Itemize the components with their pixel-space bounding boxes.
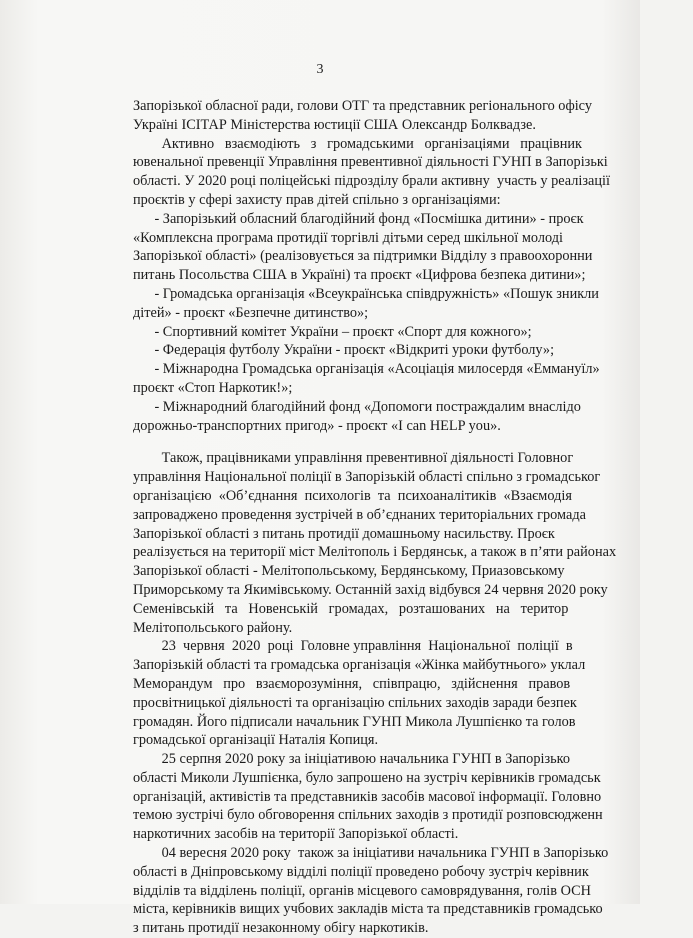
text-line: управління Національної поліції в Запорізькій області спільно з громадськог — [133, 469, 601, 486]
text-line: Меморандум про взаєморозуміння, співпрацю, здійснення правов — [133, 675, 571, 692]
text-line: - Громадська організація «Всеукраїнська співдружність» «Пошук зникли — [133, 285, 599, 302]
text-line: темою зустрічі було обговорення спільних заходів з протидії розповсюдженн — [133, 807, 603, 824]
text-line: дорожньо-транспортних пригод» - проєкт «I can HELP you». — [133, 417, 501, 434]
text-line: 23 червня 2020 році Головне управління Національної поліції в — [133, 638, 573, 655]
text-line: Запорізькій області та громадська організація «Жінка майбутнього» уклал — [133, 657, 586, 674]
text-line: міста, керівників вищих учбових закладів міста та представників громадсько — [133, 901, 603, 918]
text-line: Запорізької області - Мелітопольському, Бердянському, Приазовському — [133, 563, 565, 580]
text-line: - Міжнародна Громадська організація «Асоціація милосердя «Еммануїл» — [133, 361, 600, 378]
text-line: Запорізької обласної ради, голови ОТГ та представник регіонального офісу — [133, 98, 592, 114]
text-line: реалізується на території міст Мелітополь і Бердянськ, а також в п’яти районах — [133, 544, 617, 561]
text-line: 04 вересня 2020 року також за ініціативи начальника ГУНП в Запорізько — [133, 845, 609, 862]
text-line: Запорізької області з питань протидії домашньому насильству. Проєк — [133, 525, 555, 542]
text-line: - Міжнародний благодійний фонд «Допомоги постраждалим внаслідо — [133, 398, 581, 415]
text-line: дітей» - проєкт «Безпечне дитинство»; — [133, 304, 369, 321]
text-line: Мелітопольського району. — [133, 619, 293, 636]
paragraph-gap — [133, 435, 693, 449]
text-line: - Спортивний комітет України – проєкт «Спорт для кожного»; — [133, 323, 532, 340]
text-line: питань Посольства США в Україні) та проєкт «Цифрова безпека дитини»; — [133, 267, 586, 284]
text-line: організацій, активістів та представників засобів масової інформації. Головно — [133, 788, 602, 805]
text-line: - Запорізький обласний благодійний фонд «Посмішка дитини» - проєк — [133, 210, 584, 227]
text-line: відділів та відділень поліції, органів місцевого самоврядування, голів ОСН — [133, 882, 591, 899]
text-line: Приморському та Якимівському. Останній захід відбувся 24 червня 2020 року — [133, 581, 608, 598]
text-line: області Миколи Лушпієнка, було запрошено на зустріч керівників громадськ — [133, 769, 601, 786]
text-line: з питань протидії незаконному обігу наркотиків. — [133, 920, 429, 937]
text-line: «Комплексна програма протидії торгівлі дітьми серед шкільної молоді — [133, 229, 563, 246]
text-line: громадської організації Наталія Копиця. — [133, 732, 379, 749]
text-line: Активно взаємодіють з громадськими організаціями працівник — [133, 135, 582, 152]
text-line: Запорізької області» (реалізовується за підтримки Відділу з правоохоронни — [133, 248, 593, 265]
text-line: Також, працівниками управління превентивної діяльності Головног — [133, 450, 574, 467]
text-line: проєкт «Стоп Наркотик!»; — [133, 379, 293, 396]
text-line: області в Дніпровському відділі поліції проведено робочу зустріч керівник — [133, 863, 589, 880]
text-line: організацією «Об’єднання психологів та психоаналітиків «Взаємодія — [133, 487, 572, 504]
page-number: 3 — [316, 62, 324, 77]
text-line: Семенівській та Новенській громадах, розташованих на територ — [133, 600, 569, 617]
text-line: 25 серпня 2020 року за ініціативою начальника ГУНП в Запорізько — [133, 751, 570, 768]
text-line: - Федерація футболу України - проєкт «Відкриті уроки футболу»; — [133, 342, 555, 359]
text-line: запроваджено проведення зустрічей в об’єднаних територіальних громада — [133, 506, 586, 523]
text-line: проєктів у сфері захисту прав дітей спільно з організаціями: — [133, 191, 501, 208]
text-line: наркотичних засобів на території Запорізької області. — [133, 826, 459, 843]
text-line: Україні ІСІТАР Міністерства юстиції США Олександр Болквадзе. — [133, 116, 536, 133]
document-body — [133, 97, 693, 938]
text-line: ювенальної превенції Управління превентивної діяльності ГУНП в Запорізькі — [133, 154, 608, 171]
text-line: просвітницької діяльності та організацію спільних заходів заради безпек — [133, 694, 577, 711]
text-line: області. У 2020 році поліцейські підрозділу брали активну участь у реалізації — [133, 173, 610, 190]
text-line: громадян. Його підписали начальник ГУНП Микола Лушпієнко та голов — [133, 713, 576, 730]
